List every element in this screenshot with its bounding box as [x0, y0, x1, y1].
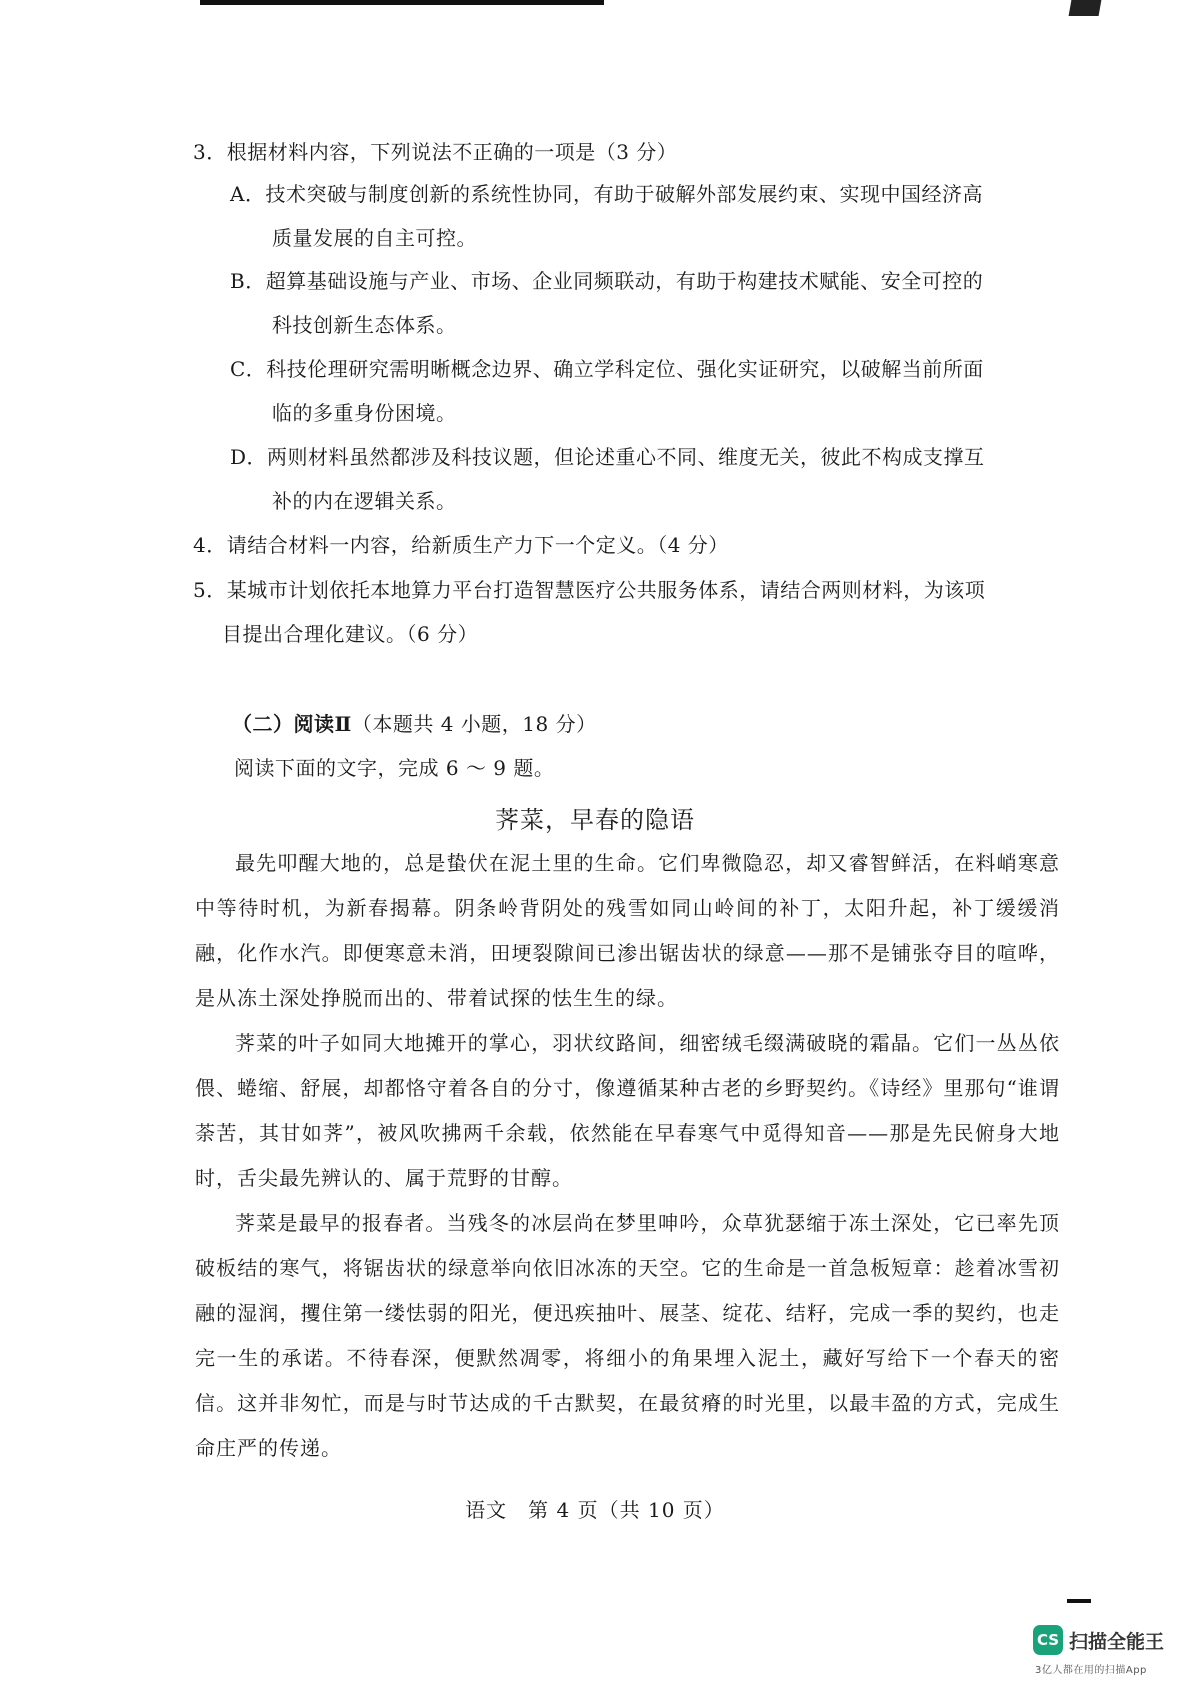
- article-paragraph: 荠菜是最早的报春者。当残冬的冰层尚在梦里呻吟，众草犹瑟缩于冻土深处，它已率先顶破板结的寒气，将锯齿状的绿意举向依旧冰冻的天空。它的生命是一首急板短章：趁着冰雪初融的湿润，攫住第一缕怯弱的阳光，便迅疾抽叶、展茎、绽花、结籽，完成一季的契约，也走完一生的承诺。不待春深，便默然凋零，将细小的角果埋入泥土，藏好写给下一个春天的密信。这并非匆忙，而是与时节达成的千古默契，在最贫瘠的时光里，以最丰盈的方式，完成生命庄严的传递。: [195, 1211, 1060, 1460]
- question-3-option-a-line1: A．技术突破与制度创新的系统性协同，有助于破解外部发展约束、实现中国经济高: [230, 182, 983, 206]
- question-4: 4．请结合材料一内容，给新质生产力下一个定义。（4 分）: [193, 533, 729, 557]
- question-3-option-c-line1: C．科技伦理研究需明晰概念边界、确立学科定位、强化实证研究，以破解当前所面: [230, 357, 984, 381]
- question-3-option-b-line2: 科技创新生态体系。: [272, 313, 457, 337]
- section-heading-title: （二）阅读Ⅱ: [232, 712, 352, 736]
- question-5-line2: 目提出合理化建议。（6 分）: [222, 622, 479, 646]
- scanner-logo-icon: CS: [1033, 1625, 1063, 1655]
- question-5-line1: 5．某城市计划依托本地算力平台打造智慧医疗公共服务体系，请结合两则材料，为该项: [193, 578, 986, 602]
- section-heading: [232, 708, 597, 737]
- question-3-option-c-line2: 临的多重身份困境。: [272, 401, 457, 425]
- scanner-tagline: 3亿人都在用的扫描App: [1035, 1665, 1147, 1676]
- page-footer: 语文 第 4 页（共 10 页）: [465, 1498, 725, 1522]
- scan-corner-mark: [1069, 0, 1102, 16]
- scanner-app-name: 扫描全能王: [1069, 1631, 1165, 1653]
- scanner-watermark: [1033, 1625, 1173, 1675]
- reading-instruction: 阅读下面的文字，完成 6 ～ 9 题。: [234, 756, 555, 780]
- question-3-option-d-line1: D．两则材料虽然都涉及科技议题，但论述重心不同、维度无关，彼此不构成支撑互: [230, 445, 985, 469]
- question-3-stem: 3．根据材料内容，下列说法不正确的一项是（3 分）: [193, 140, 678, 164]
- article-body: [195, 841, 1060, 1471]
- article-paragraph: 最先叩醒大地的，总是蛰伏在泥土里的生命。它们卑微隐忍，却又睿智鲜活，在料峭寒意中等待时机，为新春揭幕。阴条岭背阴处的残雪如同山岭间的补丁，太阳升起，补丁缓缓消融，化作水汽。即便寒意未消，田埂裂隙间已渗出锯齿状的绿意——那不是铺张夺目的喧哗，是从冻土深处挣脱而出的、带着试探的怯生生的绿。: [195, 851, 1060, 1010]
- question-3-option-d-line2: 补的内在逻辑关系。: [272, 489, 457, 513]
- article-title: 荠菜，早春的隐语: [495, 806, 695, 834]
- scan-edge-bar: [200, 0, 604, 5]
- question-3-option-a-line2: 质量发展的自主可控。: [272, 226, 477, 250]
- section-heading-note: （本题共 4 小题，18 分）: [351, 712, 597, 736]
- article-paragraph: 荠菜的叶子如同大地摊开的掌心，羽状纹路间，细密绒毛缀满破晓的霜晶。它们一丛丛依偎、蜷缩、舒展，却都恪守着各自的分寸，像遵循某种古老的乡野契约。《诗经》里那句“谁谓荼苦，其甘如荠”，被风吹拂两千余载，依然能在早春寒气中觅得知音——那是先民俯身大地时，舌尖最先辨认的、属于荒野的甘醇。: [195, 1031, 1060, 1190]
- scan-edge-mark: [1067, 1599, 1091, 1603]
- question-3-option-b-line1: B．超算基础设施与产业、市场、企业同频联动，有助于构建技术赋能、安全可控的: [230, 269, 984, 293]
